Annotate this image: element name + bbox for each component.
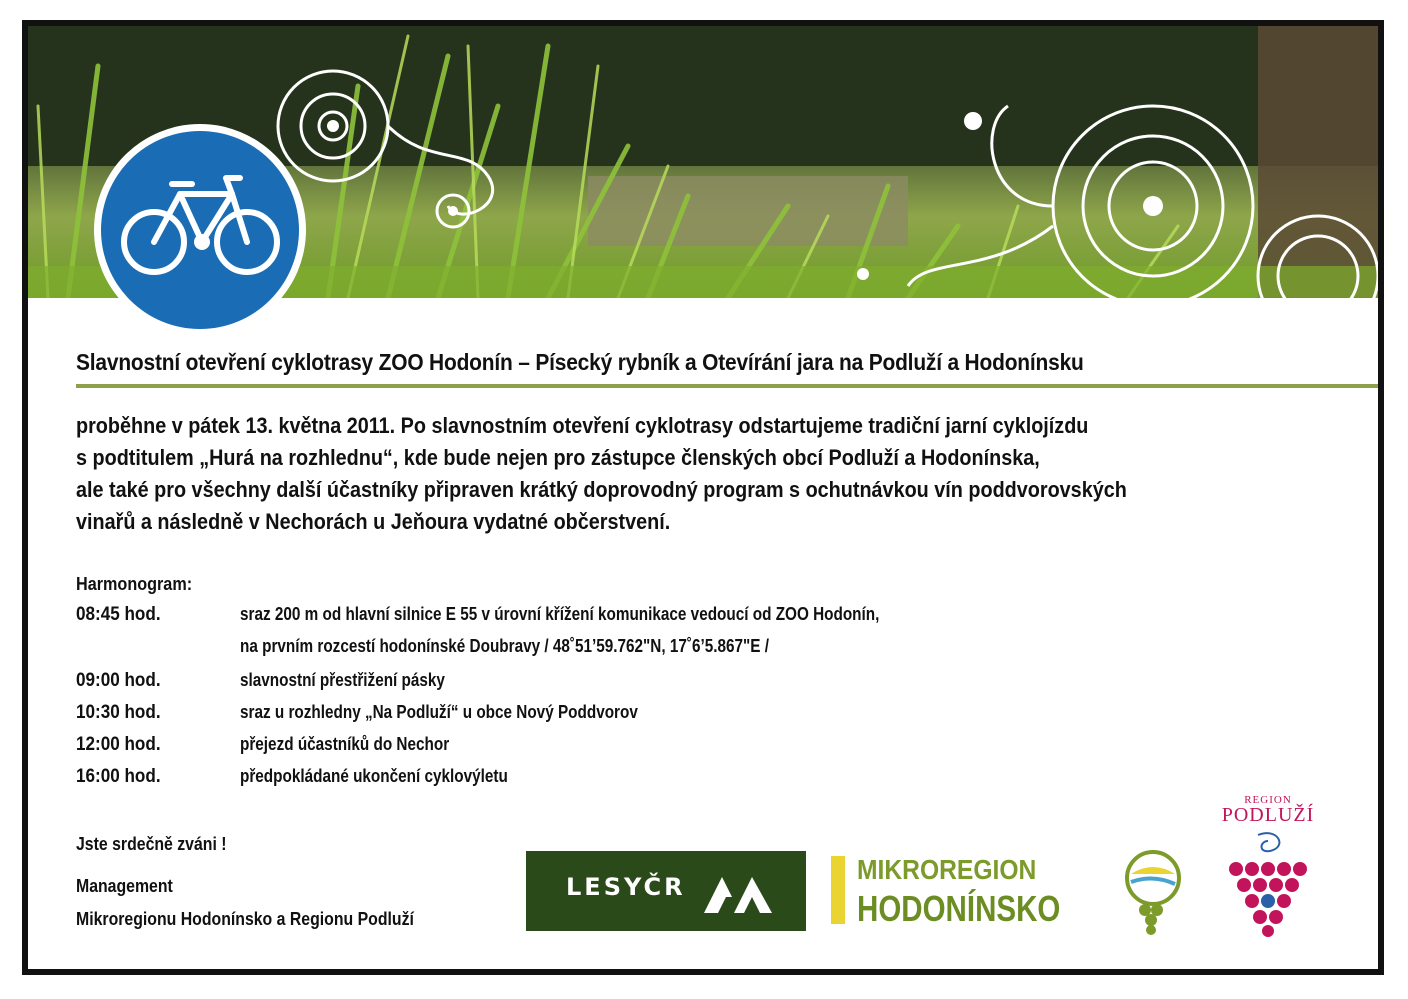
- page-title: Slavnostní otevření cyklotrasy ZOO Hodonín – Písecký rybník a Otevírání jara na Podluží a Hodonínsku: [76, 349, 1084, 375]
- intro-text: Po slavnostním otevření cyklotrasy odstartujeme tradiční jarní cyklojízdu: [395, 413, 1089, 438]
- invitation-card: [22, 20, 1384, 975]
- intro-paragraph: [76, 410, 1246, 538]
- podluzi-logo-small: REGION: [1244, 794, 1292, 806]
- signature-line-2: Mikroregionu Hodonínsko a Regionu Podluží: [76, 909, 414, 929]
- schedule-desc: sraz 200 m od hlavní silnice E 55 v úrovní křížení komunikace vedoucí od ZOO Hodonín,: [240, 604, 880, 624]
- schedule-time: 09:00 hod.: [76, 670, 161, 691]
- signature-line-1: Management: [76, 876, 173, 896]
- lesy-logo-text: LESYČR: [566, 873, 686, 901]
- lesy-arrows-icon: [698, 873, 778, 913]
- schedule-desc: sraz u rozhledny „Na Podluží“ u obce Nový Poddvorov: [240, 702, 638, 722]
- region-podluzi-logo: [1218, 794, 1318, 944]
- intro-line-3: ale také pro všechny další účastníky připraven krátký doprovodný program s ochutnávkou vín poddvorovských: [76, 477, 1127, 502]
- event-date: 13. května 2011.: [245, 413, 396, 438]
- mikroregion-emblem-icon: [1121, 850, 1185, 936]
- schedule-desc: předpokládané ukončení cyklovýletu: [240, 766, 508, 786]
- schedule-desc: na prvním rozcestí hodonínské Doubravy / 48˚51’59.762"N, 17˚6’5.867"E /: [240, 636, 769, 656]
- schedule-desc: přejezd účastníků do Nechor: [240, 734, 450, 754]
- lesy-cr-logo: [526, 851, 806, 931]
- schedule-time: 16:00 hod.: [76, 766, 161, 787]
- grape-cluster-icon: [1218, 827, 1318, 937]
- intro-line-1: [76, 410, 1246, 442]
- divider: [76, 384, 1378, 388]
- schedule-time: 12:00 hod.: [76, 734, 161, 755]
- mikroregion-logo: [831, 850, 1189, 936]
- bicycle-sign-icon: [92, 122, 308, 338]
- schedule-time: 08:45 hod.: [76, 604, 161, 625]
- schedule-desc: slavnostní přestřižení pásky: [240, 670, 445, 690]
- mikro-logo-line-2: HODONÍNSKO: [857, 888, 1061, 929]
- intro-text: proběhne v pátek: [76, 413, 246, 438]
- intro-line-2: s podtitulem „Hurá na rozhlednu“, kde bude nejen pro zástupce členských obcí Podluží a Hodonínska,: [76, 445, 1040, 470]
- mikro-logo-line-1: MIKROREGION: [857, 854, 1037, 885]
- podluzi-logo-name: PODLUŽÍ: [1221, 804, 1315, 826]
- schedule-title: Harmonogram:: [76, 574, 193, 594]
- mikro-accent-bar: [831, 856, 845, 924]
- invitation-text: Jste srdečně zváni !: [76, 834, 227, 854]
- intro-line-4: vinařů a následně v Nechorách u Jeňoura vydatné občerstvení.: [76, 509, 671, 534]
- schedule-time: 10:30 hod.: [76, 702, 161, 723]
